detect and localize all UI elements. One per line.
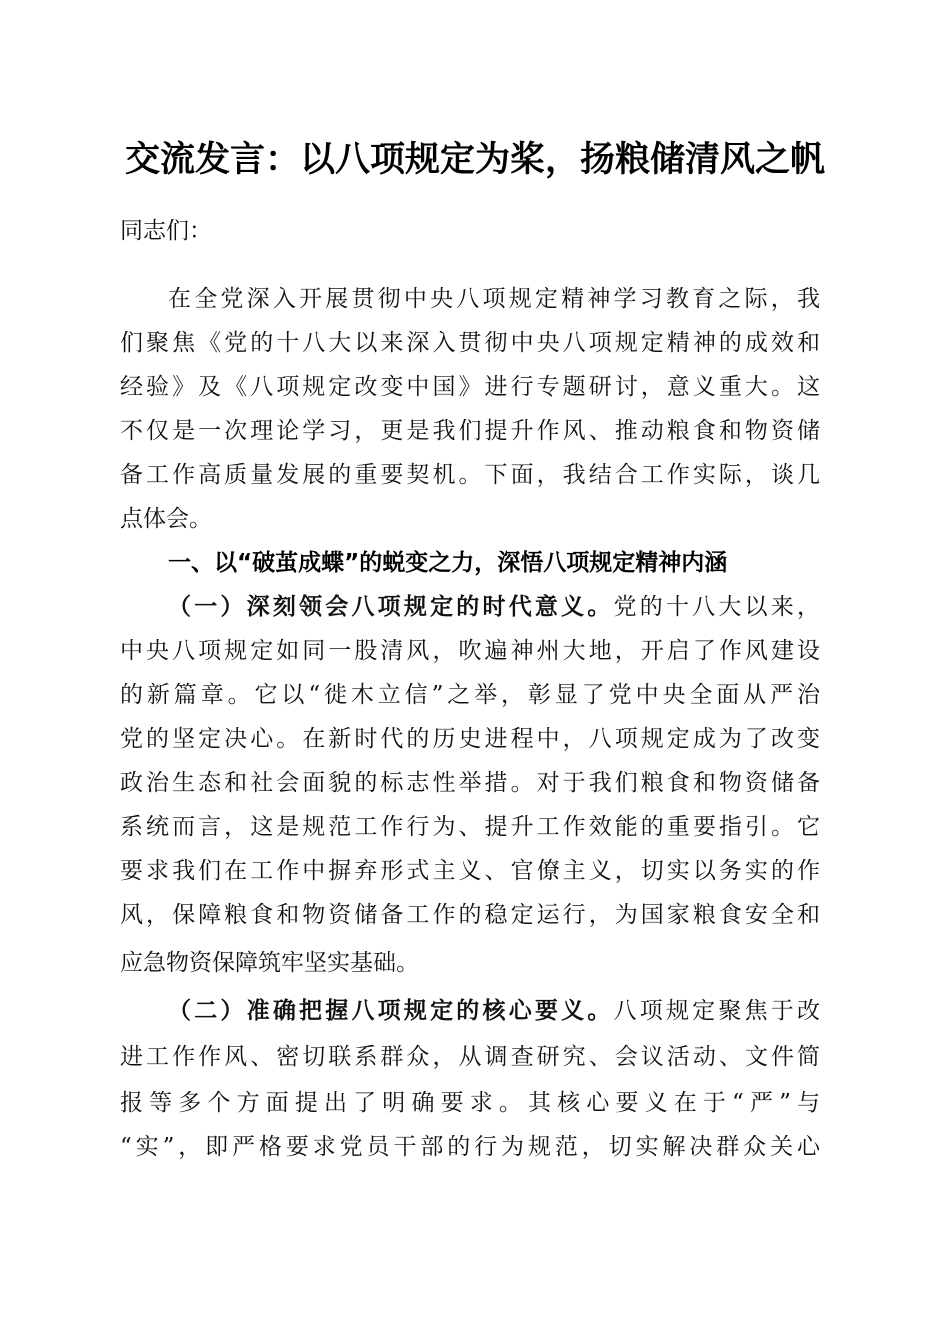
paragraph-text: 党的十八大以来， — [613, 594, 821, 620]
intro-line: 备工作高质量发展的重要契机。下面，我结合工作实际，谈几 — [120, 462, 820, 488]
salutation: 同志们： — [120, 218, 212, 244]
subsection-heading: （二）准确把握八项规定的核心要义。 — [168, 998, 614, 1024]
paragraph-line: 风，保障粮食和物资储备工作的稳定运行，为国家粮食安全和 — [120, 902, 820, 928]
section-heading: 一、以“破茧成蝶”的蜕变之力，深悟八项规定精神内涵 — [168, 550, 728, 576]
intro-line: 点体会。 — [120, 506, 212, 532]
paragraph-line: 报等多个方面提出了明确要求。其核心要义在于“严”与 — [120, 1090, 820, 1116]
paragraph-line: “实”，即严格要求党员干部的行为规范，切实解决群众关心 — [120, 1134, 820, 1160]
intro-line: 不仅是一次理论学习，更是我们提升作风、推动粮食和物资储 — [120, 418, 820, 444]
intro-line: 经验》及《八项规定改变中国》进行专题研讨，意义重大。这 — [120, 374, 820, 400]
paragraph-line: 系统而言，这是规范工作行为、提升工作效能的重要指引。它 — [120, 814, 820, 840]
paragraph-line: 进工作作风、密切联系群众，从调查研究、会议活动、文件简 — [120, 1044, 820, 1070]
paragraph-line — [168, 990, 820, 1032]
paragraph-line — [168, 586, 820, 628]
paragraph-text: 八项规定聚焦于改 — [613, 998, 821, 1024]
paragraph-line: 应急物资保障筑牢坚实基础。 — [120, 950, 419, 976]
intro-line: 在全党深入开展贯彻中央八项规定精神学习教育之际，我 — [168, 286, 820, 312]
intro-line: 们聚焦《党的十八大以来深入贯彻中央八项规定精神的成效和 — [120, 330, 820, 356]
paragraph-line: 的新篇章。它以“徙木立信”之举，彰显了党中央全面从严治 — [120, 682, 820, 708]
paragraph-line: 政治生态和社会面貌的标志性举措。对于我们粮食和物资储备 — [120, 770, 820, 796]
subsection-heading: （一）深刻领会八项规定的时代意义。 — [168, 594, 614, 620]
paragraph-line: 党的坚定决心。在新时代的历史进程中，八项规定成为了改变 — [120, 726, 820, 752]
paragraph-line: 要求我们在工作中摒弃形式主义、官僚主义，切实以务实的作 — [120, 858, 820, 884]
document-title: 交流发言：以八项规定为桨，扬粮储清风之帆 — [124, 139, 825, 180]
paragraph-line: 中央八项规定如同一股清风，吹遍神州大地，开启了作风建设 — [120, 638, 820, 664]
